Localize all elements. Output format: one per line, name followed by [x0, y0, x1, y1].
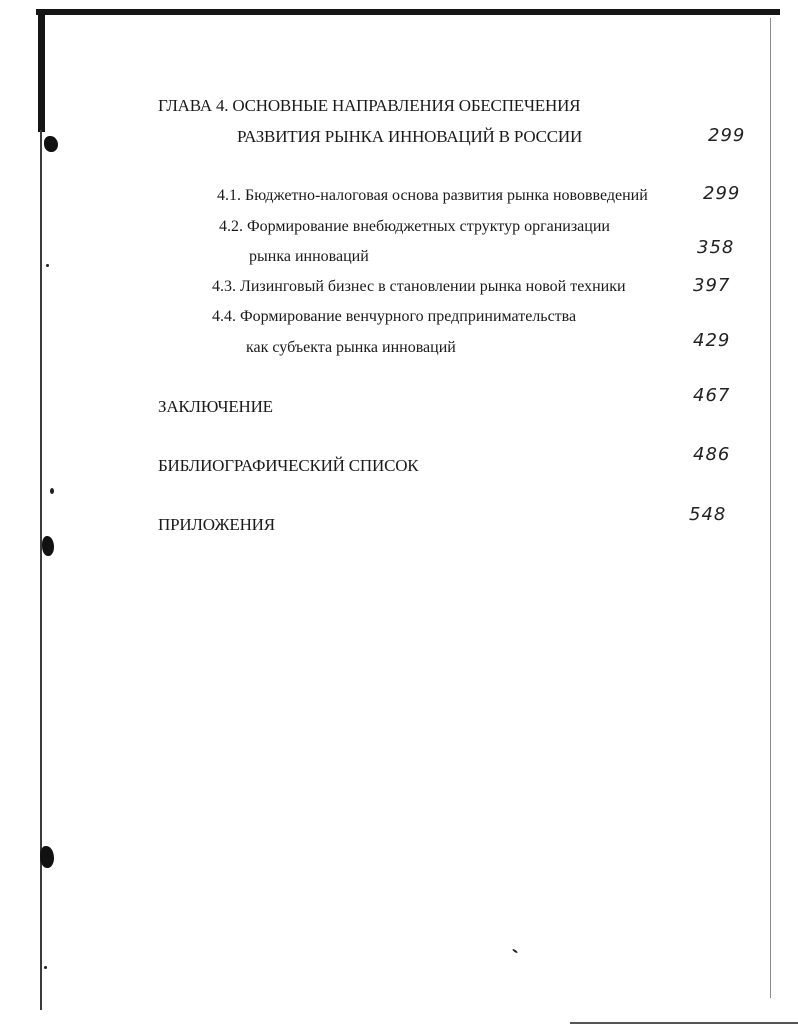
scan-speck	[46, 264, 49, 267]
scan-border-left-thin	[40, 130, 42, 1010]
bibliography-title: БИБЛИОГРАФИЧЕСКИЙ СПИСОК	[158, 456, 419, 475]
section-4-1-page: 299	[703, 183, 741, 204]
section-4-4-title-line2: как субъекта рынка инноваций	[246, 339, 456, 356]
scan-border-bottom	[570, 1022, 798, 1024]
scan-border-left	[38, 12, 45, 132]
section-4-3-page: 397	[693, 275, 731, 296]
conclusion-title: ЗАКЛЮЧЕНИЕ	[158, 397, 273, 416]
scan-border-right	[770, 18, 771, 998]
section-4-4-page: 429	[693, 330, 731, 351]
scan-speck	[512, 948, 518, 953]
scan-speck	[44, 966, 47, 969]
appendices-title: ПРИЛОЖЕНИЯ	[158, 515, 275, 534]
chapter-title-line1: ГЛАВА 4. ОСНОВНЫЕ НАПРАВЛЕНИЯ ОБЕСПЕЧЕНИЯ	[158, 96, 581, 115]
scan-blot	[40, 846, 54, 868]
section-4-1-title: 4.1. Бюджетно-налоговая основа развития рынка нововведений	[217, 187, 648, 204]
appendices-page: 548	[689, 504, 727, 525]
section-4-3-title: 4.3. Лизинговый бизнес в становлении рынка новой техники	[212, 278, 626, 295]
scan-blot	[44, 136, 58, 152]
conclusion-page: 467	[693, 385, 731, 406]
scan-blot	[42, 536, 54, 556]
section-4-2-title-line1: 4.2. Формирование внебюджетных структур организации	[219, 218, 610, 235]
chapter-page-number: 299	[708, 125, 746, 146]
section-4-2-page: 358	[697, 237, 735, 258]
bibliography-page: 486	[693, 444, 731, 465]
scan-border-top	[36, 9, 780, 15]
section-4-2-title-line2: рынка инноваций	[249, 248, 369, 265]
section-4-4-title-line1: 4.4. Формирование венчурного предпринимательства	[212, 308, 577, 325]
scan-speck	[50, 488, 54, 494]
chapter-title-line2: РАЗВИТИЯ РЫНКА ИННОВАЦИЙ В РОССИИ	[237, 127, 583, 146]
